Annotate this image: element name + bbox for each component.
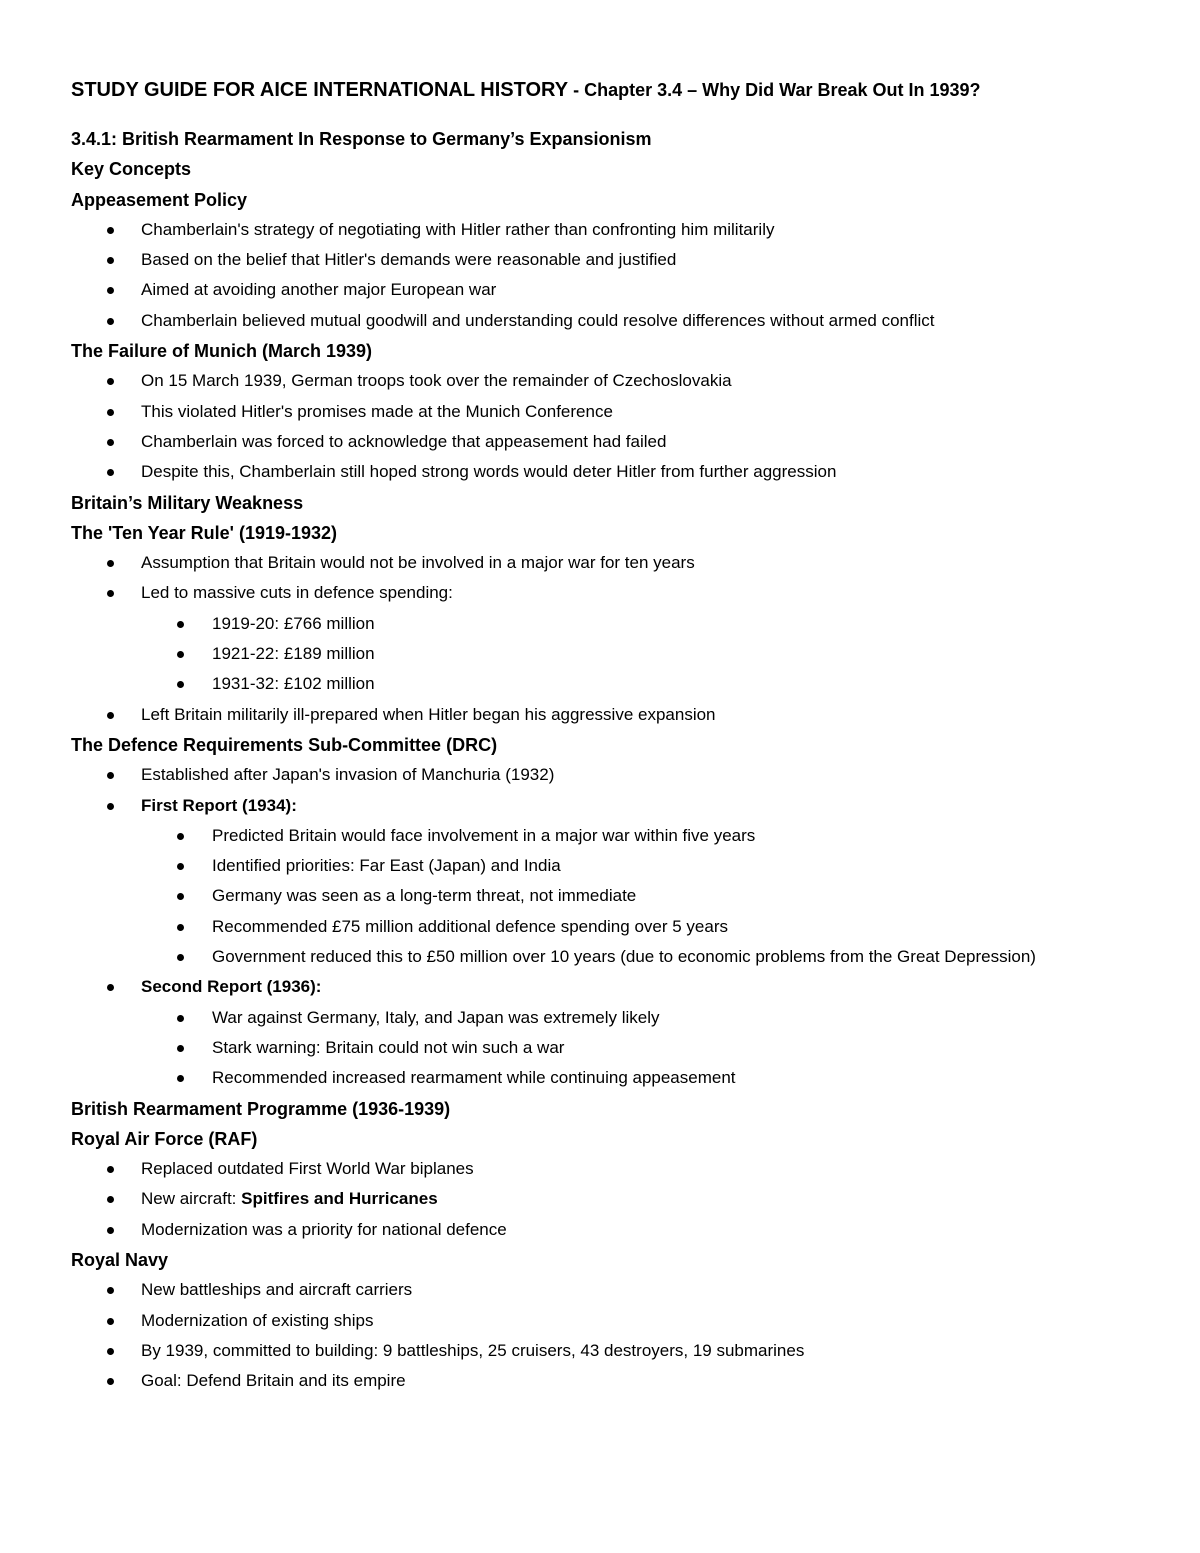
- list-item: [71, 548, 1090, 578]
- list-item-text: New aircraft:: [141, 1189, 242, 1209]
- munich-heading: The Failure of Munich (March 1939): [71, 341, 373, 362]
- list-item: [71, 760, 1090, 790]
- list-item: [71, 578, 1090, 608]
- sub-list-item: [71, 942, 1090, 972]
- list-item-text: On 15 March 1939, German troops took over the remainder of Czechoslovakia: [141, 371, 732, 391]
- list-item-text: 1931-32: £102 million: [212, 674, 375, 694]
- list-item-text: War against Germany, Italy, and Japan was extremely likely: [212, 1007, 660, 1027]
- list-item-text: Replaced outdated First World War biplanes: [141, 1159, 474, 1179]
- list-item: [71, 1336, 1090, 1366]
- bullet-icon: [107, 560, 114, 567]
- list-item-text: Modernization of existing ships: [141, 1310, 374, 1330]
- title-separator: -: [568, 80, 585, 100]
- list-item: [71, 215, 1090, 245]
- list-item: [71, 457, 1090, 487]
- bullet-icon: [177, 863, 184, 870]
- raf-heading: Royal Air Force (RAF): [71, 1128, 258, 1149]
- bullet-icon: [177, 833, 184, 840]
- list-item: [71, 1215, 1090, 1245]
- list-item-text: 1919-20: £766 million: [212, 613, 375, 633]
- munich-list: [71, 366, 1090, 487]
- drc-list: [71, 760, 1090, 1093]
- bullet-icon: [107, 1227, 114, 1234]
- list-item: [71, 397, 1090, 427]
- bullet-icon: [177, 651, 184, 658]
- list-item: [71, 427, 1090, 457]
- sub-list-item: [71, 912, 1090, 942]
- drc-heading: The Defence Requirements Sub-Committee (DRC): [71, 734, 498, 755]
- bullet-icon: [107, 803, 114, 810]
- ten-year-rule-heading: The 'Ten Year Rule' (1919-1932): [71, 522, 338, 543]
- sub-list-item: [71, 881, 1090, 911]
- list-item-text: Predicted Britain would face involvement in a major war within five years: [212, 825, 756, 845]
- bullet-icon: [177, 1075, 184, 1082]
- sub-list-item: [71, 639, 1090, 669]
- bullet-icon: [107, 1196, 114, 1203]
- list-item: [71, 972, 1090, 1002]
- bullet-icon: [177, 1015, 184, 1022]
- bullet-icon: [107, 1166, 114, 1173]
- programme-heading: British Rearmament Programme (1936-1939): [71, 1098, 451, 1119]
- list-item-text: Led to massive cuts in defence spending:: [141, 583, 453, 603]
- list-item-text: By 1939, committed to building: 9 battleships, 25 cruisers, 43 destroyers, 19 submarines: [141, 1340, 805, 1360]
- bullet-icon: [177, 924, 184, 931]
- list-item-text: Chamberlain's strategy of negotiating with Hitler rather than confronting him militarily: [141, 219, 775, 239]
- navy-list: [71, 1275, 1090, 1396]
- appeasement-list: [71, 215, 1090, 336]
- weakness-heading: Britain’s Military Weakness: [71, 492, 304, 513]
- bullet-icon: [107, 590, 114, 597]
- list-item-text: Recommended increased rearmament while continuing appeasement: [212, 1068, 736, 1088]
- sub-list-item: [71, 669, 1090, 699]
- bullet-icon: [107, 712, 114, 719]
- list-item-text: New battleships and aircraft carriers: [141, 1280, 413, 1300]
- bullet-icon: [107, 469, 114, 476]
- list-item: [71, 366, 1090, 396]
- sub-list-item: [71, 1003, 1090, 1033]
- list-item: [71, 1306, 1090, 1336]
- guide-title: STUDY GUIDE FOR AICE INTERNATIONAL HISTORY: [71, 79, 569, 101]
- aircraft-names: Spitfires and Hurricanes: [241, 1189, 438, 1209]
- section-heading: 3.4.1: British Rearmament In Response to Germany’s Expansionism: [71, 129, 652, 149]
- list-item-text: Aimed at avoiding another major European war: [141, 280, 497, 300]
- bullet-icon: [177, 893, 184, 900]
- list-item-text: Assumption that Britain would not be involved in a major war for ten years: [141, 553, 695, 573]
- list-item-text: Government reduced this to £50 million over 10 years (due to economic problems from the Great Depression): [212, 947, 1036, 967]
- bullet-icon: [107, 984, 114, 991]
- list-item-text: Goal: Defend Britain and its empire: [141, 1371, 406, 1391]
- list-item-text: Chamberlain was forced to acknowledge that appeasement had failed: [141, 431, 667, 451]
- bullet-icon: [107, 1287, 114, 1294]
- bullet-icon: [177, 954, 184, 961]
- appeasement-heading: Appeasement Policy: [71, 189, 248, 210]
- sub-list-item: [71, 821, 1090, 851]
- bullet-icon: [177, 621, 184, 628]
- first-report-label: First Report (1934):: [141, 795, 297, 815]
- raf-list: [71, 1154, 1090, 1245]
- list-item-text: Modernization was a priority for national defence: [141, 1219, 507, 1239]
- sub-list-item: [71, 851, 1090, 881]
- key-concepts-heading: Key Concepts: [71, 159, 192, 180]
- bullet-icon: [107, 257, 114, 264]
- bullet-icon: [107, 409, 114, 416]
- sub-list-item: [71, 609, 1090, 639]
- list-item-text: 1921-22: £189 million: [212, 644, 375, 664]
- bullet-icon: [107, 227, 114, 234]
- bullet-icon: [107, 287, 114, 294]
- list-item: [71, 1275, 1090, 1305]
- list-item-text: Recommended £75 million additional defence spending over 5 years: [212, 916, 728, 936]
- bullet-icon: [107, 1318, 114, 1325]
- list-item-text: Chamberlain believed mutual goodwill and understanding could resolve differences without armed conflict: [141, 310, 935, 330]
- list-item: [71, 1184, 1090, 1214]
- bullet-icon: [107, 772, 114, 779]
- sub-list-item: [71, 1063, 1090, 1093]
- list-item: [71, 1154, 1090, 1184]
- bullet-icon: [107, 439, 114, 446]
- list-item-text: Established after Japan's invasion of Manchuria (1932): [141, 765, 555, 785]
- list-item: [71, 275, 1090, 305]
- list-item-text: Based on the belief that Hitler's demands were reasonable and justified: [141, 250, 677, 270]
- list-item-text: Stark warning: Britain could not win such a war: [212, 1037, 565, 1057]
- list-item: [71, 306, 1090, 336]
- bullet-icon: [107, 378, 114, 385]
- bullet-icon: [107, 1348, 114, 1355]
- list-item-text: Identified priorities: Far East (Japan) and India: [212, 856, 561, 876]
- list-item: [71, 245, 1090, 275]
- sub-list-item: [71, 1033, 1090, 1063]
- bullet-icon: [177, 1045, 184, 1052]
- list-item-text: This violated Hitler's promises made at the Munich Conference: [141, 401, 613, 421]
- ten-year-rule-list: [71, 548, 1090, 730]
- list-item: [71, 1366, 1090, 1396]
- document-title: [71, 76, 1090, 104]
- list-item-text: Despite this, Chamberlain still hoped strong words would deter Hitler from further aggression: [141, 462, 837, 482]
- chapter-subtitle: Chapter 3.4 – Why Did War Break Out In 1939?: [584, 80, 981, 100]
- bullet-icon: [107, 1378, 114, 1385]
- list-item-text: Germany was seen as a long-term threat, not immediate: [212, 886, 637, 906]
- list-item: [71, 700, 1090, 730]
- navy-heading: Royal Navy: [71, 1249, 169, 1270]
- second-report-label: Second Report (1936):: [141, 977, 322, 997]
- bullet-icon: [107, 318, 114, 325]
- list-item-text: Left Britain militarily ill-prepared when Hitler began his aggressive expansion: [141, 704, 716, 724]
- bullet-icon: [177, 681, 184, 688]
- list-item: [71, 791, 1090, 821]
